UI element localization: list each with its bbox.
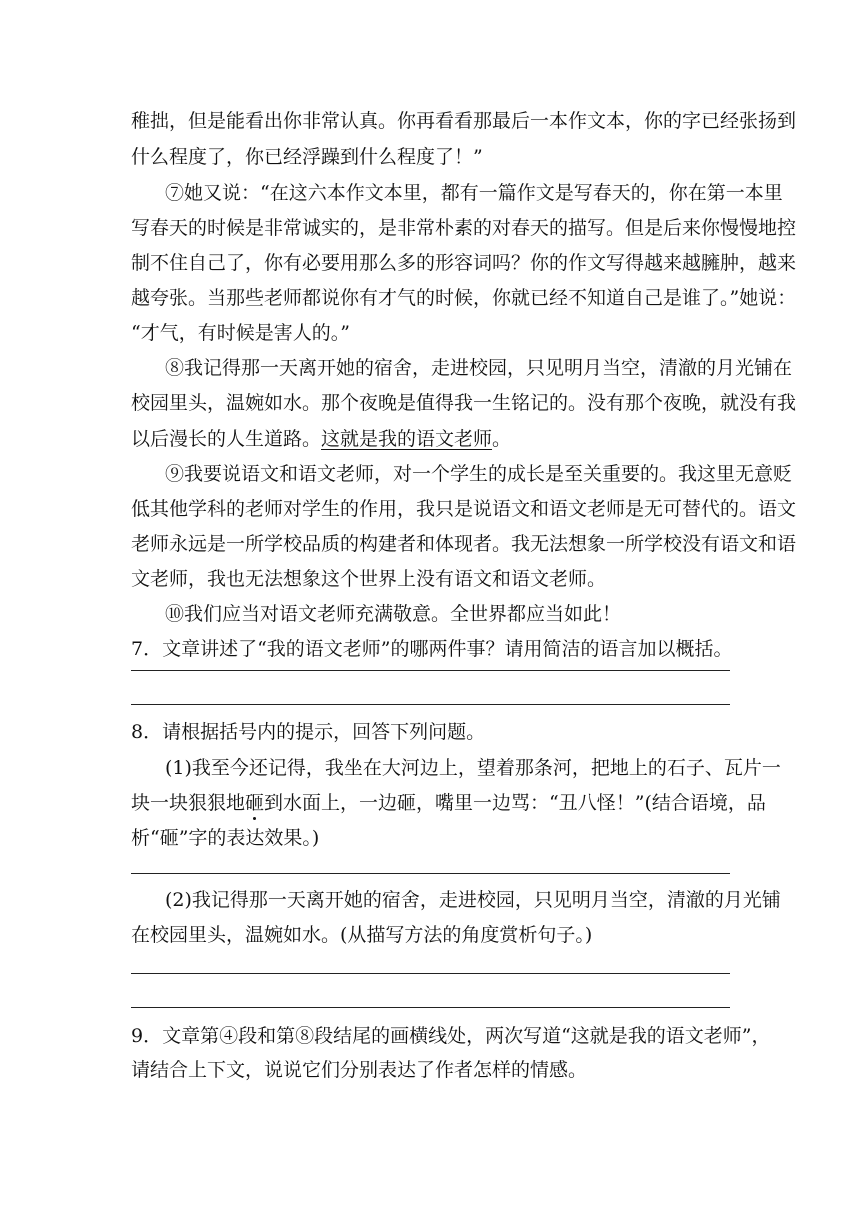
- paragraph-7-line: 越夸张。当那些老师都说你有才气的时候，你就已经不知道自己是谁了。”她说：: [131, 287, 797, 309]
- paragraph-8-text: 。: [492, 428, 512, 450]
- passage-line: 稚拙，但是能看出你非常认真。你再看看那最后一本作文本，你的字已经张扬到: [131, 110, 797, 132]
- question-9-line: 请结合上下文，说说它们分别表达了作者怎样的情感。: [131, 1059, 588, 1081]
- paragraph-10-line: ⑩我们应当对语文老师充满敬意。全世界都应当如此！: [165, 603, 622, 625]
- paragraph-8-line: ⑧我记得那一天离开她的宿舍，走进校园，只见明月当空，清澈的月光铺在: [165, 357, 793, 379]
- question-8-1-line: [131, 791, 766, 815]
- question-8-2-line: (2)我记得那一天离开她的宿舍，走进校园，只见明月当空，清澈的月光铺: [165, 889, 781, 911]
- paragraph-9-line: 文老师，我也无法想象这个世界上没有语文和语文老师。: [131, 568, 607, 590]
- passage-line: 什么程度了，你已经浮躁到什么程度了！”: [131, 146, 483, 168]
- question-8-2-line: 在校园里头，温婉如水。(从描写方法的角度赏析句子。): [131, 924, 593, 946]
- emphasized-character: 砸: [245, 792, 265, 814]
- paragraph-7-line: 制不住自己了，你有必要用那么多的形容词吗？你的作文写得越来越臃肿，越来: [131, 252, 797, 274]
- answer-line[interactable]: [131, 670, 730, 671]
- paragraph-8-line: 校园里头，温婉如水。那个夜晚是值得我一生铭记的。没有那个夜晚，就没有我: [131, 392, 797, 414]
- question-9-line: 9．文章第④段和第⑧段结尾的画横线处，两次写道“这就是我的语文老师”，: [131, 1025, 771, 1047]
- answer-line[interactable]: [131, 973, 730, 974]
- paragraph-7-line: 写春天的时候是非常诚实的，是非常朴素的对春天的描写。但是后来你慢慢地控: [131, 217, 797, 239]
- paragraph-8-line: [131, 427, 731, 451]
- question-8-1-text: 块一块狠狠地: [131, 792, 246, 814]
- answer-line[interactable]: [131, 704, 730, 705]
- question-8-1-line: 析“砸”字的表达效果。): [131, 827, 320, 849]
- answer-line[interactable]: [131, 873, 730, 874]
- paragraph-9-line: 老师永远是一所学校品质的构建者和体现者。我无法想象一所学校没有语文和语: [131, 533, 797, 555]
- paragraph-7-line: ⑦她又说：“在这六本作文本里，都有一篇作文是写春天的，你在第一本里: [165, 182, 783, 204]
- underlined-sentence: 这就是我的语文老师: [321, 428, 493, 450]
- paragraph-7-line: “才气，有时候是害人的。”: [131, 322, 350, 344]
- paragraph-9-line: 低其他学科的老师对学生的作用，我只是说语文和语文老师是无可替代的。语文: [131, 498, 797, 520]
- paragraph-9-line: ⑨我要说语文和语文老师，对一个学生的成长是至关重要的。我这里无意贬: [165, 463, 793, 485]
- question-8: 8．请根据括号内的提示，回答下列问题。: [131, 721, 486, 743]
- paragraph-8-text: 以后漫长的人生道路。: [131, 428, 322, 450]
- answer-line[interactable]: [131, 1007, 730, 1008]
- question-8-1-text: 到水面上，一边砸，嘴里一边骂：“丑八怪！”(结合语境，品: [264, 792, 766, 814]
- question-8-1-line: (1)我至今还记得，我坐在大河边上，望着那条河，把地上的石子、瓦片一: [165, 757, 781, 779]
- question-7: 7．文章讲述了“我的语文老师”的哪两件事？请用简洁的语言加以概括。: [131, 638, 733, 660]
